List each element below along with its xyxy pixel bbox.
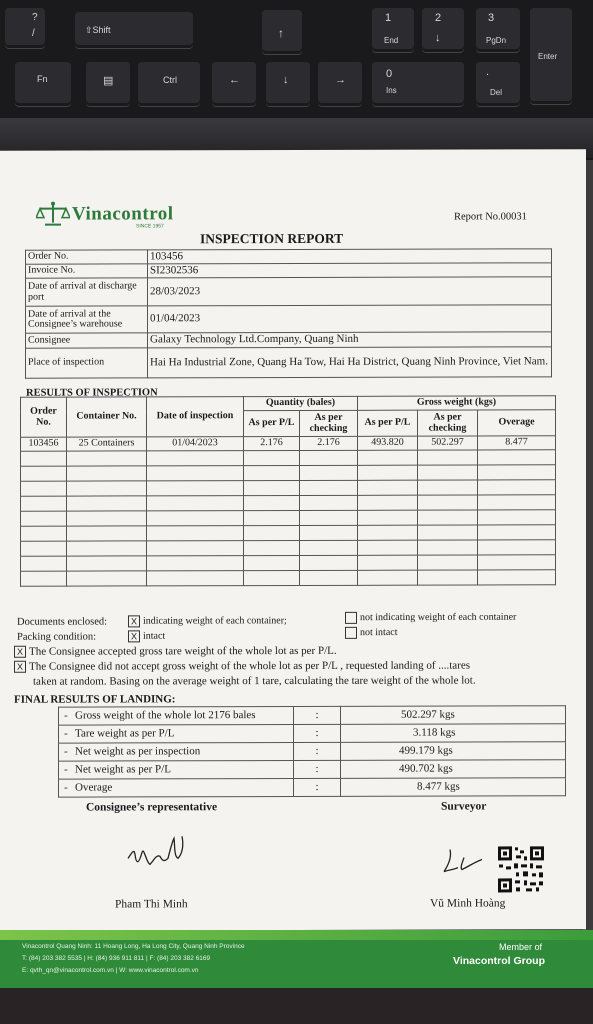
info-row-arrival-warehouse <box>26 305 552 333</box>
col-qty-check: As per checking <box>300 410 358 436</box>
footer-address: Vinacontrol Quang Ninh: 11 Hoang Long, Ha Long City, Quang Ninh Province <box>22 943 245 950</box>
final-colon: : <box>294 760 341 778</box>
col-container: Container No. <box>67 397 147 437</box>
accept-statement <box>14 645 337 658</box>
table-row-empty <box>21 510 556 526</box>
consignee-name: Pham Thi Minh <box>115 898 188 911</box>
key-0: 0 Ins <box>372 62 464 106</box>
key-del: . Del <box>476 62 520 106</box>
final-dash: - <box>59 761 74 779</box>
table-row-empty <box>21 465 556 481</box>
final-colon: : <box>294 724 341 742</box>
final-label: Gross weight of the whole lot 2176 bales <box>73 706 294 725</box>
pack-option-intact-label: intact <box>143 630 166 642</box>
final-dash: - <box>59 725 74 743</box>
final-row-tare <box>59 724 566 743</box>
qr-code <box>496 844 546 894</box>
col-gross: Gross weight (kgs) <box>358 396 556 411</box>
pack-option-not-intact <box>345 627 398 639</box>
col-date: Date of inspection <box>147 397 244 437</box>
final-row-overage <box>59 778 566 797</box>
checkbox-checked: X <box>128 630 140 642</box>
cell-qty-pl: 2.176 <box>244 436 300 450</box>
not-accept-statement <box>14 660 470 674</box>
surveyor-name: Vũ Minh Hoàng <box>430 897 506 910</box>
info-value: Hai Ha Industrial Zone, Quang Ha Tow, Hai Ha District, Quang Ninh Province, Viet Nam. <box>148 347 552 378</box>
info-value: 103456 <box>148 249 552 264</box>
table-row-empty <box>21 540 556 556</box>
logo-text: Vinacontrol <box>72 203 174 225</box>
info-label: Date of arrival at the Consignee’s warehouse <box>26 306 148 333</box>
info-value: 01/04/2023 <box>148 305 552 333</box>
info-row-consignee <box>26 332 552 348</box>
table-row-empty <box>21 570 556 586</box>
final-row-net-inspection <box>59 742 566 761</box>
results-heading: RESULTS OF INSPECTION <box>26 387 158 399</box>
col-qty-pl: As per P/L <box>244 410 300 436</box>
info-value: Galaxy Technology Ltd.Company, Quang Ninh <box>148 332 552 348</box>
footer-group: Vinacontrol Group <box>453 955 545 967</box>
logo-since: SINCE 1957 <box>136 223 164 230</box>
final-dash: - <box>59 779 74 797</box>
table-row-empty <box>21 525 556 541</box>
final-value: 499.179 kgs <box>341 742 566 761</box>
key-question: ? / <box>5 8 45 48</box>
final-label: Overage <box>73 778 294 797</box>
key-3: 3 PgDn <box>476 8 520 52</box>
checkbox-checked: X <box>14 661 26 673</box>
scales-icon <box>36 201 70 227</box>
checkbox-checked: X <box>128 615 140 627</box>
vinacontrol-logo <box>36 201 70 232</box>
final-value: 8.477 kgs <box>341 778 566 797</box>
final-value: 502.297 kgs <box>341 706 566 725</box>
col-quantity: Quantity (bales) <box>244 396 358 410</box>
footer-accent <box>0 930 593 940</box>
table-row-empty <box>21 450 556 466</box>
info-value: SI2302536 <box>148 263 552 278</box>
final-dash: - <box>59 707 74 725</box>
col-gw-check: As per checking <box>418 410 478 436</box>
checkbox-checked: X <box>14 646 26 658</box>
key-down: ↓ <box>266 62 310 106</box>
key-up: ↑ <box>262 10 302 54</box>
key-menu: ▤ <box>86 62 130 106</box>
surveyor-signature <box>440 843 490 877</box>
report-title: INSPECTION REPORT <box>200 230 344 247</box>
not-accept-statement-line2: taken at random. Basing on the average weight of 1 tare, calculating the tare weight of the whole lot. <box>33 674 476 688</box>
key-shift: ⇧Shift <box>75 12 193 48</box>
table-row-empty <box>21 555 556 571</box>
col-overage: Overage <box>478 410 556 436</box>
packing-label: Packing condition: <box>17 631 97 643</box>
key-enter: Enter <box>530 8 572 104</box>
final-row-net-pl <box>59 760 566 779</box>
info-value: 28/03/2023 <box>148 277 552 306</box>
cell-container: 25 Containers <box>67 437 147 451</box>
not-accept-statement-text: The Consignee did not accept gross weight of the whole lot as per P/L , requested landing of ....tares <box>29 659 471 673</box>
final-results-heading: FINAL RESULTS OF LANDING: <box>14 693 176 706</box>
final-label: Tare weight as per P/L <box>73 724 294 743</box>
results-header-row <box>21 396 556 411</box>
pack-option-intact <box>128 630 165 642</box>
info-label: Consignee <box>26 333 148 348</box>
cell-date: 01/04/2023 <box>147 437 244 451</box>
info-row-place <box>26 347 552 378</box>
final-results-table <box>58 705 566 797</box>
info-label: Date of arrival at discharge port <box>26 278 148 306</box>
surveyor-label: Surveyor <box>441 800 487 813</box>
key-fn: Fn <box>15 62 71 106</box>
final-row-gross <box>59 706 566 725</box>
background-surface <box>0 988 593 1024</box>
cell-order: 103456 <box>21 437 67 451</box>
pack-option-not-intact-label: not intact <box>360 627 398 639</box>
key-ctrl: Ctrl <box>138 62 200 106</box>
cell-gw-check: 502.297 <box>418 436 478 450</box>
cell-qty-check: 2.176 <box>300 436 358 450</box>
info-row-arrival-port <box>26 277 552 306</box>
final-colon: : <box>294 742 341 760</box>
consignee-rep-label: Consignee’s representative <box>86 801 218 814</box>
footer-member-of: Member of <box>499 942 543 952</box>
footer-email: E: qvth_qn@vinacontrol.com.vn | W: www.vinacontrol.com.vn <box>22 967 199 974</box>
final-colon: : <box>294 778 341 796</box>
report-number: Report No.00031 <box>454 211 527 223</box>
accept-statement-text: The Consignee accepted gross tare weight of the whole lot as per P/L. <box>29 644 337 658</box>
cell-overage: 8.477 <box>478 436 556 450</box>
final-dash: - <box>59 743 74 761</box>
checkbox-empty <box>345 627 357 639</box>
info-table <box>25 248 552 378</box>
documents-label: Documents enclosed: <box>17 616 108 628</box>
final-value: 490.702 kgs <box>341 760 566 779</box>
final-label: Net weight as per P/L <box>73 760 294 779</box>
doc-option-indicating <box>128 615 287 627</box>
info-row-order <box>26 249 552 264</box>
final-value: 3.118 kgs <box>341 724 566 743</box>
final-label: Net weight as per inspection <box>73 742 294 761</box>
doc-option-not-indicating <box>345 611 516 623</box>
info-label: Place of inspection <box>26 348 148 378</box>
key-1: 1 End <box>372 8 414 52</box>
results-table <box>20 395 556 586</box>
consignee-signature <box>120 832 190 874</box>
table-row <box>21 436 556 451</box>
info-label: Order No. <box>26 250 148 264</box>
col-gw-pl: As per P/L <box>358 410 418 436</box>
key-left: ← <box>212 62 256 106</box>
final-colon: : <box>294 706 341 724</box>
checkbox-empty <box>345 612 357 624</box>
doc-option-indicating-label: indicating weight of each container; <box>143 615 287 627</box>
doc-option-not-indicating-label: not indicating weight of each container <box>360 611 517 624</box>
table-row-empty <box>21 495 556 511</box>
col-order: Order No. <box>21 397 67 437</box>
footer-phones: T: (84) 203 382 5535 | H: (84) 936 911 811 | F: (84) 203 382 6169 <box>22 955 211 962</box>
info-row-invoice <box>26 263 552 278</box>
key-2: 2 ↓ <box>422 8 464 52</box>
inspection-report-paper <box>0 149 586 931</box>
key-right: → <box>318 62 362 106</box>
table-row-empty <box>21 480 556 496</box>
cell-gw-pl: 493.820 <box>358 436 418 450</box>
info-label: Invoice No. <box>26 264 148 278</box>
